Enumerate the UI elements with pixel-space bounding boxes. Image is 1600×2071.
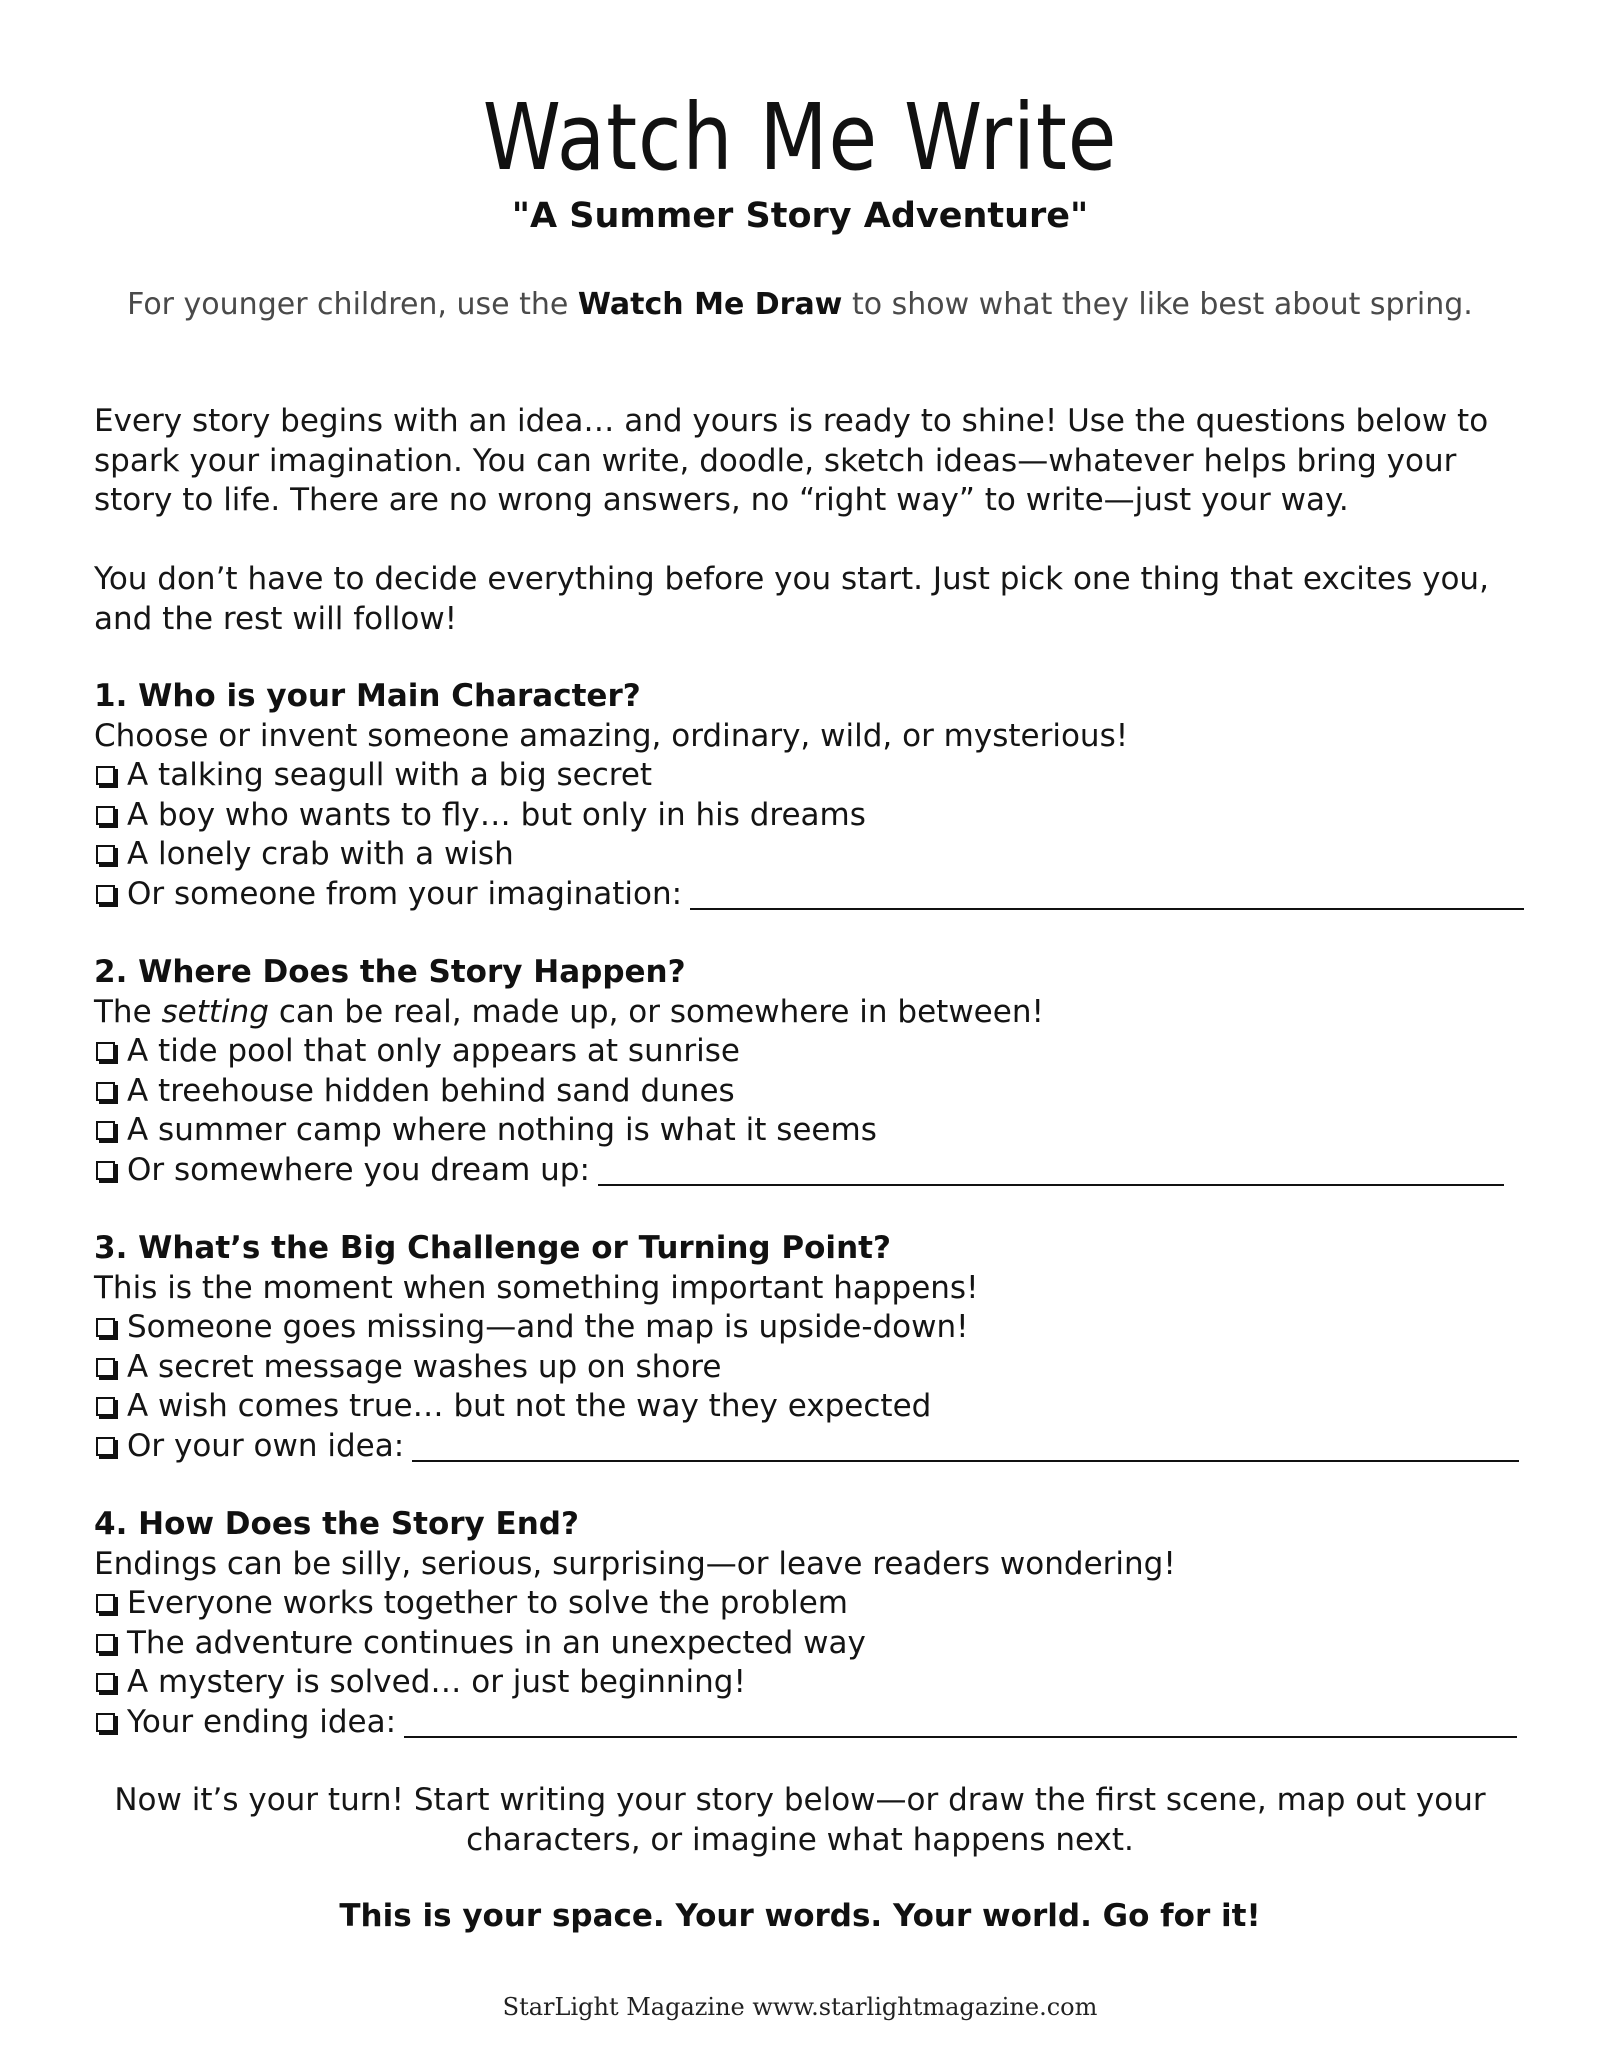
checkbox-icon[interactable] xyxy=(96,1042,115,1061)
checkbox-icon[interactable] xyxy=(96,885,115,904)
section-heading: 4. How Does the Story End? xyxy=(94,1506,579,1542)
option-label: A mystery is solved… or just beginning! xyxy=(127,1664,746,1700)
watch-me-draw-link-text: Watch Me Draw xyxy=(577,287,843,322)
option-label: A tide pool that only appears at sunrise xyxy=(127,1033,740,1069)
custom-prompt: Or somewhere you dream up: xyxy=(127,1151,590,1188)
section-heading: 1. Who is your Main Character? xyxy=(94,678,641,714)
section-description: Choose or invent someone amazing, ordinary, wild, or mysterious! xyxy=(94,717,1129,754)
intro-paragraph-2: You don’t have to decide everything before you start. Just pick one thing that excites you, and the rest will follow! xyxy=(94,561,1489,637)
section-heading: 3. What’s the Big Challenge or Turning Point? xyxy=(94,1230,891,1266)
option-checkbox[interactable] xyxy=(94,1072,1524,1112)
closing-paragraph: Now it’s your turn! Start writing your story below—or draw the first scene, map out your characters, or imagine what happens next. xyxy=(114,1782,1486,1858)
description-italic: setting xyxy=(161,993,269,1030)
option-label: A talking seagull with a big secret xyxy=(127,757,653,793)
section-heading: 2. Where Does the Story Happen? xyxy=(94,954,686,990)
option-label: A wish comes true… but not the way they expected xyxy=(127,1388,932,1424)
option-checkbox[interactable] xyxy=(94,835,1524,875)
footer-credit: StarLight Magazine www.starlightmagazine.com xyxy=(502,1993,1098,2021)
custom-option[interactable] xyxy=(94,875,1524,915)
section-description: This is the moment when something important happens! xyxy=(94,1269,979,1306)
description-before: The xyxy=(94,993,162,1030)
checkbox-icon[interactable] xyxy=(96,1397,115,1416)
checkbox-icon[interactable] xyxy=(96,1121,115,1140)
option-checkbox[interactable] xyxy=(94,1387,1524,1427)
page-title: Watch Me Write xyxy=(482,84,1118,191)
section-challenge xyxy=(94,1229,1524,1466)
checkbox-icon[interactable] xyxy=(96,1358,115,1377)
option-label: A summer camp where nothing is what it seems xyxy=(127,1112,877,1148)
write-in-line[interactable] xyxy=(598,1158,1504,1186)
checkbox-icon[interactable] xyxy=(96,1673,115,1692)
checkbox-icon[interactable] xyxy=(96,1437,115,1456)
section-description: Endings can be silly, serious, surprising—or leave readers wondering! xyxy=(94,1545,1176,1582)
closing-tagline: This is your space. Your words. Your world. Go for it! xyxy=(339,1898,1261,1934)
option-checkbox[interactable] xyxy=(94,1584,1524,1624)
custom-option[interactable] xyxy=(94,1427,1519,1467)
checkbox-icon[interactable] xyxy=(96,806,115,825)
option-checkbox[interactable] xyxy=(94,796,1524,836)
custom-option[interactable] xyxy=(94,1703,1517,1743)
custom-prompt: Or someone from your imagination: xyxy=(127,875,683,912)
option-checkbox[interactable] xyxy=(94,1663,1524,1703)
note-text-before: For younger children, use the xyxy=(127,287,578,322)
checkbox-icon[interactable] xyxy=(96,1634,115,1653)
option-label: Everyone works together to solve the problem xyxy=(127,1585,848,1621)
note-text-after: to show what they like best about spring. xyxy=(842,287,1473,322)
option-label: A boy who wants to fly… but only in his dreams xyxy=(127,796,866,833)
option-label: The adventure continues in an unexpected way xyxy=(127,1624,866,1661)
intro-paragraph-1: Every story begins with an idea… and yours is ready to shine! Use the questions below to spark your imagination. You can write, doodle, sketch ideas—whatever helps bring your story to life. There are no wrong answers, no “right way” to write—just your way. xyxy=(94,403,1489,518)
write-in-line[interactable] xyxy=(412,1434,1519,1462)
write-in-line[interactable] xyxy=(404,1710,1517,1738)
option-checkbox[interactable] xyxy=(94,1308,1524,1348)
description-after: can be real, made up, or somewhere in between! xyxy=(269,993,1044,1030)
section-ending xyxy=(94,1505,1524,1742)
custom-prompt: Or your own idea: xyxy=(127,1427,405,1464)
section-description xyxy=(94,993,1524,1033)
checkbox-icon[interactable] xyxy=(96,1318,115,1337)
checkbox-icon[interactable] xyxy=(96,1161,115,1180)
checkbox-icon[interactable] xyxy=(96,1713,115,1732)
option-checkbox[interactable] xyxy=(94,1624,1524,1664)
option-checkbox[interactable] xyxy=(94,1111,1524,1151)
page-subtitle: "A Summer Story Adventure" xyxy=(511,196,1089,236)
option-label: Someone goes missing—and the map is upside-down! xyxy=(127,1309,969,1345)
option-checkbox[interactable] xyxy=(94,1032,1524,1072)
option-label: A treehouse hidden behind sand dunes xyxy=(127,1072,735,1109)
checkbox-icon[interactable] xyxy=(96,766,115,785)
option-label: A secret message washes up on shore xyxy=(127,1348,722,1385)
section-setting xyxy=(94,953,1524,1190)
custom-prompt: Your ending idea: xyxy=(127,1703,397,1740)
option-checkbox[interactable] xyxy=(94,756,1524,796)
option-checkbox[interactable] xyxy=(94,1348,1524,1388)
younger-children-note xyxy=(0,287,1600,322)
custom-option[interactable] xyxy=(94,1151,1504,1191)
checkbox-icon[interactable] xyxy=(96,1082,115,1101)
checkbox-icon[interactable] xyxy=(96,1594,115,1613)
option-label: A lonely crab with a wish xyxy=(127,836,514,872)
checkbox-icon[interactable] xyxy=(96,845,115,864)
write-in-line[interactable] xyxy=(690,882,1524,910)
section-main-character xyxy=(94,677,1524,914)
